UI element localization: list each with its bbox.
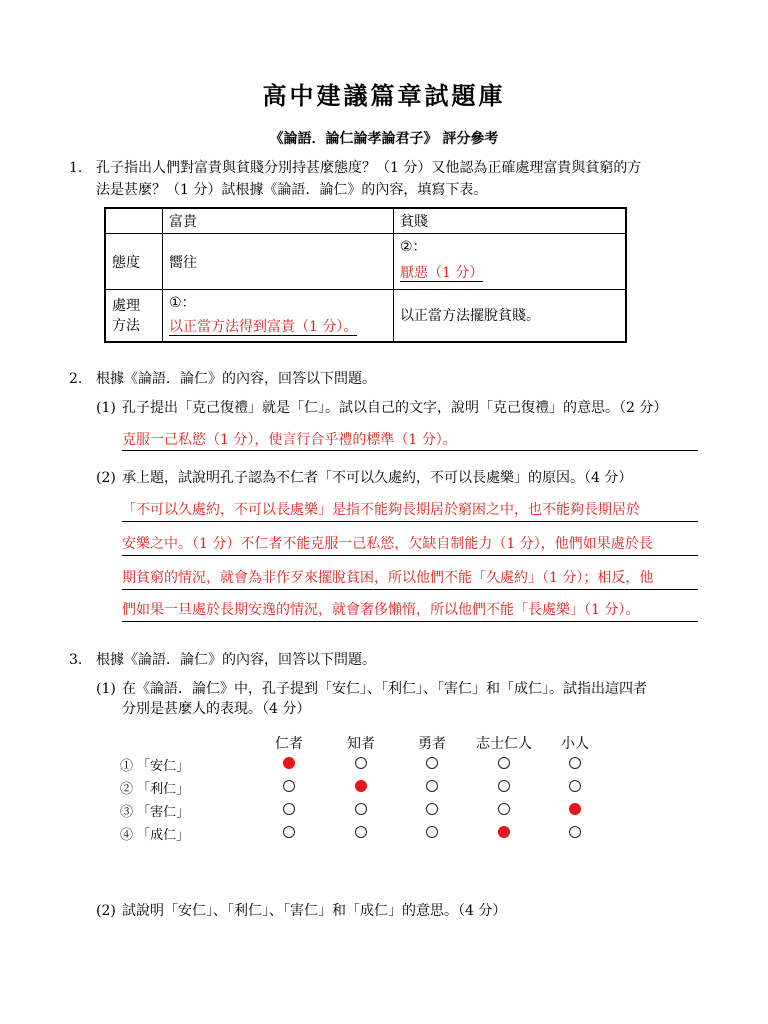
table-row-label-attitude: 態度 [105, 234, 163, 290]
table-row-label-method [105, 290, 163, 342]
radio-option-r1-c5[interactable] [569, 757, 581, 769]
radio-option-r1-c1[interactable] [283, 757, 295, 769]
column-head-yongzhe: 勇者 [418, 736, 446, 752]
column-head-xiaoren: 小人 [561, 736, 589, 752]
radio-option-r4-c4[interactable] [498, 826, 510, 838]
table-cell-fugui-attitude: 嚮往 [163, 234, 394, 290]
radio-option-r3-c1[interactable] [283, 803, 295, 815]
radio-option-r2-c1[interactable] [283, 780, 295, 792]
q2-part2-answer-line1: 「不可以久處約，不可以長處樂」是指不能夠長期居於窮困之中，也不能夠長期居於 [122, 502, 640, 518]
q3-part1-number: (1) [96, 681, 116, 697]
answer-underline [122, 555, 698, 556]
radio-option-r2-c3[interactable] [426, 780, 438, 792]
answer-underline [122, 450, 698, 451]
radio-option-r3-c3[interactable] [426, 803, 438, 815]
radio-option-r2-c2[interactable] [355, 780, 367, 792]
q1-number: 1. [69, 160, 83, 176]
page-subtitle: 《論語．論仁論孝論君子》 評分參考 [269, 131, 499, 147]
table-row-attitude [105, 234, 626, 290]
table-cell-fugui-method [163, 290, 394, 342]
table-head-fugui: 富貴 [163, 208, 394, 234]
radio-option-r1-c4[interactable] [498, 757, 510, 769]
radio-option-r3-c5[interactable] [569, 803, 581, 815]
answer-pinjian-attitude: 厭惡（1 分） [400, 265, 484, 281]
table-row-label-method-b: 方法 [112, 318, 140, 335]
radio-option-r4-c5[interactable] [569, 826, 581, 838]
row-label-anren: ① 「安仁」 [120, 759, 190, 774]
q2-part2-text: 承上題，試說明孔子認為不仁者「不可以久處約，不可以長處樂」的原因。（4 分） [122, 470, 633, 486]
q2-part2-answer-line4: 們如果一旦處於長期安逸的情況，就會奢侈懶惰，所以他們不能「長處樂」（1 分）。 [122, 602, 640, 618]
column-head-renzhe: 仁者 [275, 736, 303, 752]
column-head-zhishirenren: 志士仁人 [476, 736, 532, 752]
answer-underline [122, 589, 698, 590]
q3-part2-number: (2) [96, 903, 116, 919]
q3-part1-text-line2: 分別是甚麼人的表現。（4 分） [122, 701, 311, 717]
page-title: 高中建議篇章試題庫 [262, 81, 506, 110]
radio-option-r3-c4[interactable] [498, 803, 510, 815]
row-label-chengren: ④ 「成仁」 [120, 828, 190, 843]
radio-option-r1-c3[interactable] [426, 757, 438, 769]
q2-part1-number: (1) [96, 400, 116, 416]
q1-answer-table [104, 207, 627, 343]
q2-part2-answer-line3: 期貧窮的情況，就會為非作歹來擺脫貧困，所以他們不能「久處約」（1 分）；相反，他 [122, 570, 654, 586]
table-header-row [105, 208, 626, 234]
radio-option-r1-c2[interactable] [355, 757, 367, 769]
table-cell-pinjian-method: 以正當方法擺脫貧賤。 [394, 290, 627, 342]
answer-underline [122, 521, 698, 522]
q3-part1-text-line1: 在《論語．論仁》中，孔子提到「安仁」、「利仁」、「害仁」和「成仁」。試指出這四者 [122, 681, 647, 697]
table-row-label-method-a: 處理 [112, 298, 140, 315]
radio-option-r4-c3[interactable] [426, 826, 438, 838]
radio-option-r2-c4[interactable] [498, 780, 510, 792]
answer-mark-2: ②： [400, 239, 427, 255]
table-head-pinjian: 貧賤 [394, 208, 627, 234]
answer-mark-1: ①： [169, 295, 196, 311]
radio-option-r4-c2[interactable] [355, 826, 367, 838]
q2-number: 2. [69, 371, 83, 387]
answer-underline [122, 621, 698, 622]
q3-number: 3. [69, 652, 83, 668]
q1-text-line2: 法是甚麼？（1 分）試根據《論語．論仁》的內容，填寫下表。 [96, 182, 488, 198]
answer-fugui-method: 以正當方法得到富貴（1 分）。 [169, 319, 358, 335]
row-label-liren: ② 「利仁」 [120, 782, 190, 797]
q1-text-line1: 孔子指出人們對富貴與貧賤分別持甚麼態度？（1 分）又他認為正確處理富貴與貧窮的方 [96, 160, 642, 176]
q2-part1-answer: 克服一己私慾（1 分），使言行合乎禮的標準（1 分）。 [122, 432, 457, 448]
q2-part1-text: 孔子提出「克己復禮」就是「仁」。試以自己的文字，說明「克己復禮」的意思。（2 分） [122, 400, 668, 416]
radio-option-r4-c1[interactable] [283, 826, 295, 838]
q3-part2-text: 試說明「安仁」、「利仁」、「害仁」和「成仁」的意思。（4 分） [122, 903, 507, 919]
q3-intro: 根據《論語．論仁》的內容，回答以下問題。 [96, 652, 376, 668]
row-label-hairen: ③ 「害仁」 [120, 805, 190, 820]
radio-option-r2-c5[interactable] [569, 780, 581, 792]
table-cell-pinjian-attitude [394, 234, 627, 290]
column-head-zhizhe: 知者 [347, 736, 375, 752]
q2-intro: 根據《論語．論仁》的內容，回答以下問題。 [96, 371, 376, 387]
table-row-method [105, 290, 626, 342]
q2-part2-number: (2) [96, 470, 116, 486]
radio-option-r3-c2[interactable] [355, 803, 367, 815]
q2-part2-answer-line2: 安樂之中。（1 分）不仁者不能克服一己私慾，欠缺自制能力（1 分），他們如果處於長 [122, 536, 653, 552]
table-corner-cell [105, 208, 163, 234]
